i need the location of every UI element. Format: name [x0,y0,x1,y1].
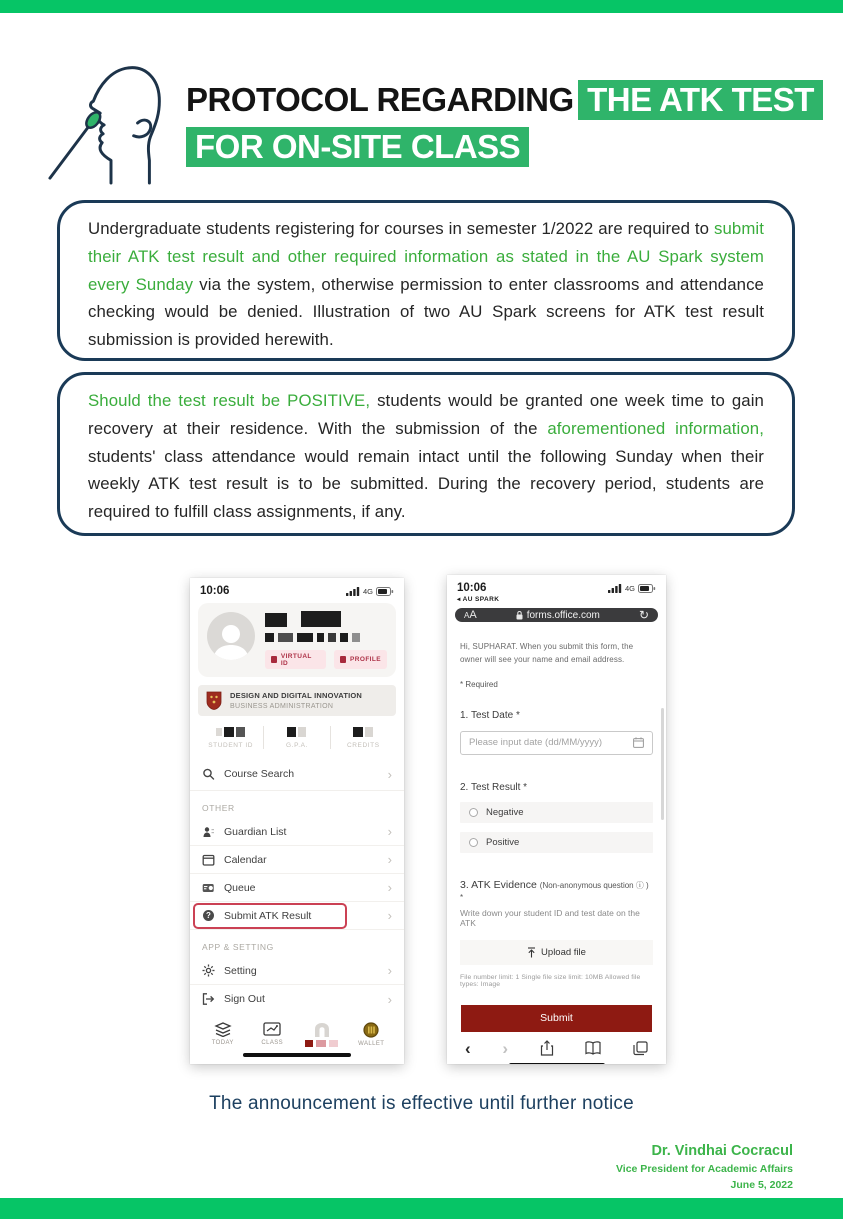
upload-file-button[interactable]: Upload file [460,940,653,965]
option-negative[interactable]: Negative [460,802,653,823]
calendar-icon [202,854,215,866]
refresh-icon[interactable]: ↻ [638,608,649,622]
phone-screenshot-ms-forms [447,575,666,1064]
signature-block [616,1143,793,1191]
page-title [186,80,823,174]
url-text: forms.office.com [526,609,600,621]
file-limits-note: File number limit: 1 Single file size limit: 10MB Allowed file types: Image [460,973,641,988]
menu-item-guardian-list[interactable]: Guardian List › [190,818,404,846]
date-placeholder: Please input date (dd/MM/yyyy) [469,737,603,749]
network-type-label: 4G [362,587,373,596]
test-date-input[interactable] [460,731,653,755]
redaction-block [301,611,341,627]
info-box-2 [57,372,795,536]
profile-label: PROFILE [350,656,381,663]
question-3-label: 3. ATK Evidence (Non-anonymous question ⓘ ) * [460,878,649,902]
menu-item-queue[interactable]: Queue › [190,874,404,902]
chevron-right-icon: › [387,908,392,923]
wallet-coin-icon [363,1022,379,1038]
class-chart-icon [263,1022,281,1037]
network-type-label: 4G [624,584,635,593]
lock-icon [516,611,523,620]
battery-icon [638,584,656,593]
info-box-2-paragraph: Should the test result be POSITIVE, students would be granted one week time to gain recovery at their residence. With the submission of the aforementioned information, students' class attendance would remain intact until the following Sunday when their weekly ATK test result is to be submitted. During the recovery period, students are required to fulfill class assignments, if any. [88,391,764,522]
browser-address-bar[interactable] [455,608,658,622]
submit-button[interactable]: Submit [461,1005,652,1032]
browser-toolbar [447,1032,666,1057]
tab-app-logo[interactable] [297,1022,347,1047]
bookmarks-icon[interactable] [585,1041,601,1055]
tabs-icon[interactable] [633,1041,648,1056]
header [42,58,823,186]
redaction-block [265,613,287,627]
tab-wallet[interactable]: WALLET [347,1022,397,1047]
virtual-id-label: VIRTUAL ID [280,652,312,667]
faculty-card [198,685,396,716]
section-other-label: OTHER [202,803,235,813]
bottom-accent-bar [0,1198,843,1219]
chevron-right-icon: › [387,991,392,1007]
info-box-1-paragraph: Undergraduate students registering for courses in semester 1/2022 are required to submit their ATK test result and other required information as stated in the AU Spark system every Sunday via the system, otherwise permission to enter classrooms and attendance checking would be denied. Illustration of two AU Spark screens for ATK test result submission is provided herewith. [88,219,764,350]
signal-bars-icon [346,587,360,596]
question-circle-icon: ? [203,910,214,921]
effective-notice: The announcement is effective until further notice [209,1093,634,1114]
menu-item-calendar[interactable]: Calendar › [190,846,404,874]
back-to-app-link[interactable]: ◂ AU SPARK [457,596,500,603]
queue-icon [202,882,215,894]
question-3-help: Write down your student ID and test date on the ATK [460,907,640,928]
home-indicator [243,1053,351,1057]
redacted-student-name [265,612,387,627]
profile-panel [198,603,396,677]
tab-bar [190,1016,404,1047]
avatar[interactable] [207,612,255,660]
radio-negative[interactable] [469,808,478,817]
home-indicator [509,1063,605,1064]
menu-item-submit-atk-result[interactable]: ? Submit ATK Result › [190,902,404,930]
status-bar [190,578,404,597]
faculty-title: DESIGN AND DIGITAL INNOVATION [230,691,363,701]
forward-icon[interactable]: › [502,1038,508,1058]
upload-icon [527,947,536,958]
question-3-note: (Non-anonymous question ⓘ ) * [460,880,649,902]
title-highlight-onsite-class: FOR ON-SITE CLASS [186,127,529,167]
redacted-student-id [265,633,387,642]
radio-positive[interactable] [469,838,478,847]
option-positive[interactable]: Positive [460,832,653,853]
chevron-right-icon: › [387,963,392,978]
scrollbar[interactable] [661,708,664,820]
back-icon[interactable]: ‹ [465,1038,471,1058]
profile-icon [340,656,346,663]
section-app-setting-label: APP & SETTING [202,942,274,952]
share-icon[interactable] [540,1040,554,1056]
form-greeting: Hi, SUPHARAT. When you submit this form, the owner will see your name and email address. [460,642,634,664]
signature-name: Dr. Vindhai Cocracul [651,1143,793,1159]
battery-icon [376,587,394,596]
status-bar [447,575,666,603]
course-search-label: Course Search [224,768,295,780]
app-logo-icon [311,1022,333,1037]
search-icon [202,768,215,780]
course-search-row[interactable] [190,758,404,791]
text-size-button[interactable]: AA [464,609,477,621]
question-2-label: 2. Test Result * [460,781,528,793]
status-time: 10:06 [200,585,230,597]
question-1-label: 1. Test Date * [460,709,520,721]
guardian-icon [202,826,215,838]
chevron-right-icon: › [387,766,392,782]
title-highlight-atk-test: THE ATK TEST [578,80,823,120]
status-time: 10:06 [457,582,487,594]
sign-out-icon [202,993,215,1005]
calendar-picker-icon[interactable] [633,737,644,748]
info-box-1 [57,200,795,361]
menu-item-sign-out[interactable]: Sign Out › [190,985,404,1013]
faculty-subtitle: BUSINESS ADMINISTRATION [230,702,334,710]
signature-title: Vice President for Academic Affairs [615,1163,793,1175]
chevron-right-icon: › [387,824,392,839]
profile-badge[interactable] [334,650,387,669]
redacted-logo-text [305,1040,338,1047]
faculty-crest-icon [206,691,222,710]
form-body [447,630,666,1032]
tab-today[interactable]: TODAY [198,1022,248,1047]
stat-gpa: G.P.A. [263,726,329,749]
title-text-black: PROTOCOL REGARDING [186,81,574,118]
today-stack-icon [214,1022,232,1037]
nasal-swab-head-icon [42,58,180,186]
menu-item-setting[interactable]: Setting › [190,957,404,985]
virtual-id-icon [271,656,277,663]
signal-bars-icon [608,584,622,593]
gear-icon [202,964,215,977]
virtual-id-badge[interactable] [265,650,326,669]
required-note: * Required [460,679,498,689]
chevron-right-icon: › [387,852,392,867]
top-accent-bar [0,0,843,13]
chevron-right-icon: › [387,880,392,895]
person-silhouette-icon [207,618,255,660]
signature-date: June 5, 2022 [730,1179,793,1191]
stat-credits: CREDITS [330,726,396,749]
stat-student-id: STUDENT ID [198,726,263,749]
tab-class[interactable]: CLASS [248,1022,298,1047]
phone-screenshot-au-spark [190,578,404,1064]
stats-row [198,726,396,749]
